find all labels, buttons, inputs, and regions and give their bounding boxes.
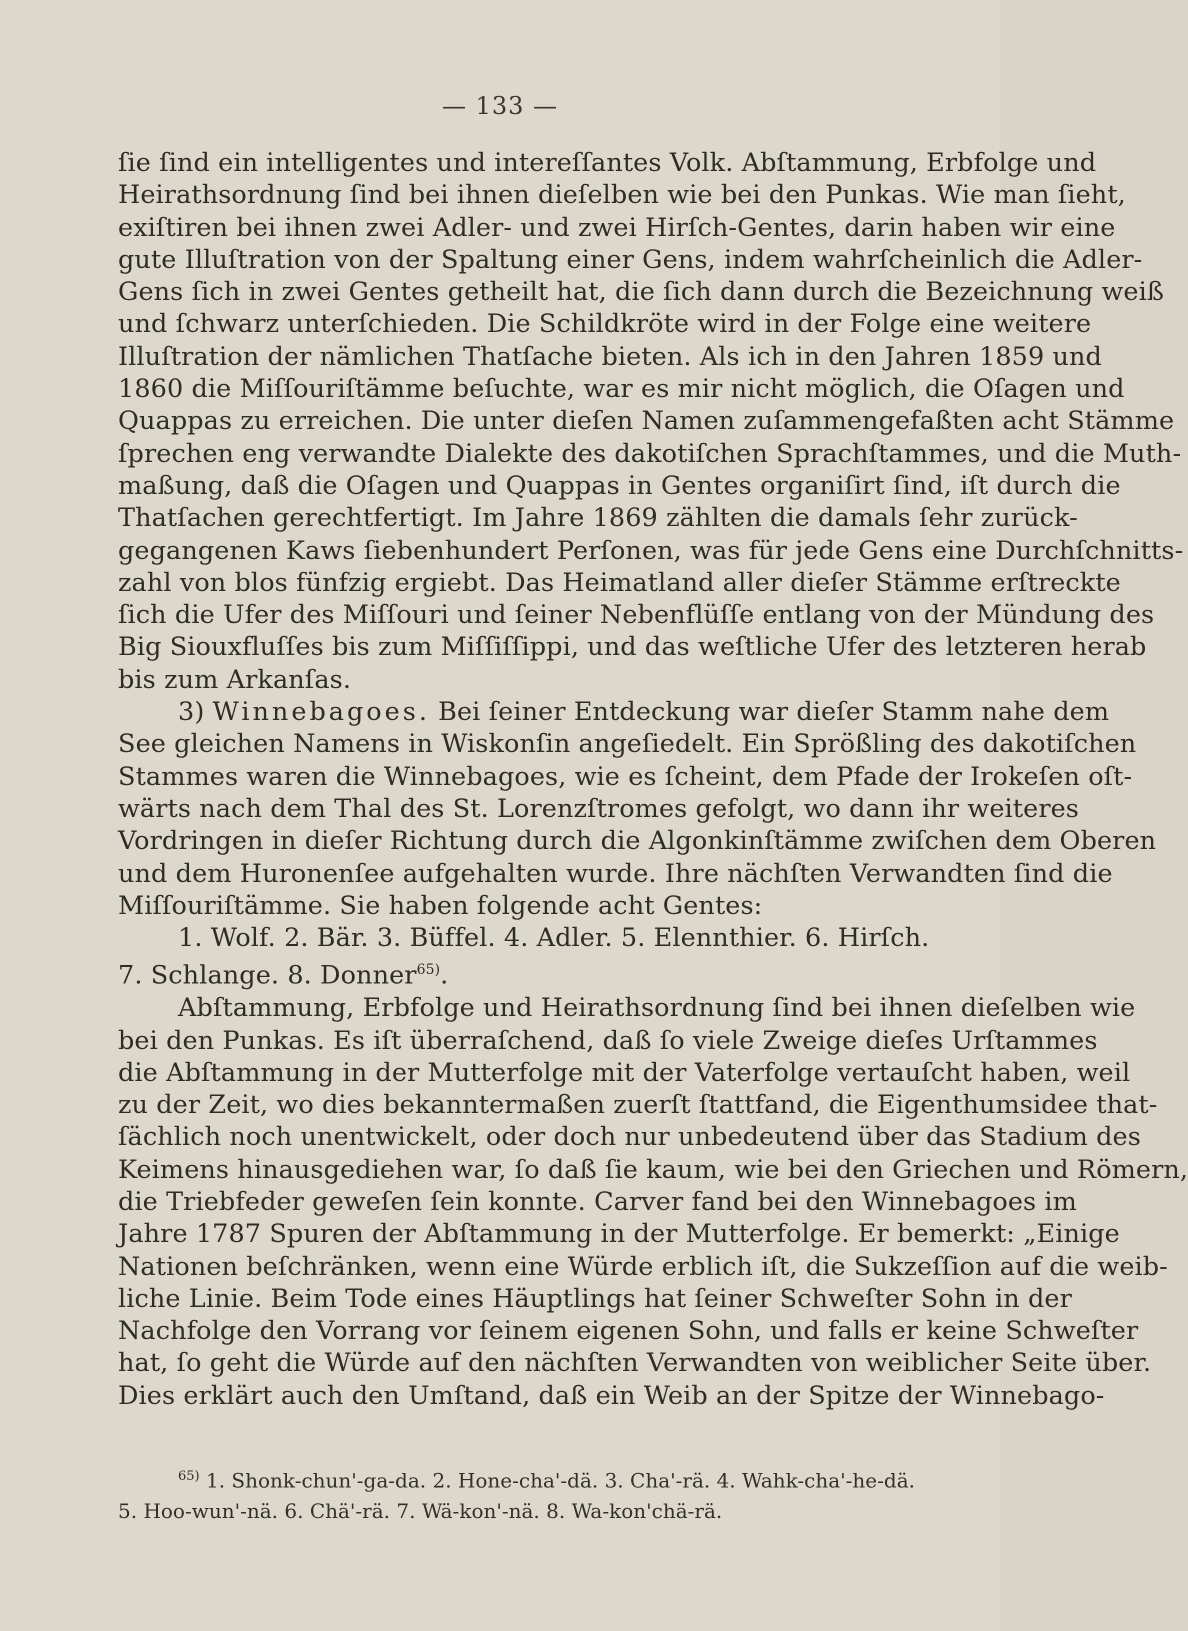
text-line: liche Linie. Beim Tode eines Häuptlings hat ſeiner Schweſter Sohn in der: [118, 1283, 1072, 1314]
paragraph-first-line: Abſtammung, Erbfolge und Heirathsordnung ſind bei ihnen dieſelben wie: [178, 993, 1136, 1024]
text-line: die Triebfeder geweſen ſein konnte. Carver fand bei den Winnebagoes im: [118, 1187, 1077, 1217]
text-line: Dies erklärt auch den Umſtand, daß ein Weib an der Spitze der Winnebago-: [118, 1380, 1105, 1411]
footnote-text: 1. Shonk-chun'-ga-da. 2. Hone-cha'-dä. 3. Cha'-rä. 4. Wahk-cha'-he-dä.: [205, 1468, 915, 1493]
text-line: bei den Punkas. Es iſt überraſchend, daß ſo viele Zweige dieſes Urſtammes: [118, 1025, 1098, 1056]
page-number: — 133 —: [441, 92, 559, 120]
text-line: exiſtiren bei ihnen zwei Adler- und zwei Hirſch-Gentes, darin haben wir eine: [118, 212, 1116, 243]
text-line: ſich die Ufer des Miſſouri und ſeiner Nebenflüſſe entlang von der Mündung des: [118, 600, 1155, 631]
text-line: bis zum Arkanſas.: [118, 664, 352, 695]
footnote-block: [118, 1462, 928, 1526]
text-line: Quappas zu erreichen. Die unter dieſen Namen zuſammengefaßten acht Stämme: [118, 406, 1175, 437]
text-line: 1860 die Miſſouriſtämme beſuchte, war es mir nicht möglich, die Oſagen und: [118, 374, 1125, 405]
main-text: [118, 147, 1188, 1412]
text-line: Miſſouriſtämme. Sie haben folgende acht Gentes:: [118, 890, 763, 921]
gentes-list-text: 7. Schlange. 8. Donner: [118, 960, 417, 991]
section-number: 3): [178, 697, 205, 728]
text-line: Jahre 1787 Spuren der Abſtammung in der Mutterfolge. Er bemerkt: „Einige: [118, 1219, 1120, 1250]
text-line: Nachfolge den Vorrang vor ſeinem eigenen Sohn, und falls er keine Schweſter: [118, 1316, 1139, 1347]
text-line: Keimens hinausgediehen war, ſo daß ſie kaum, wie bei den Griechen und Römern,: [118, 1154, 1188, 1185]
gentes-list-line: [118, 954, 928, 992]
text-line: zu der Zeit, wo dies bekanntermaßen zuerſt ſtattfand, die Eigenthumsidee that-: [118, 1090, 1158, 1121]
text-line: Gens ſich in zwei Gentes getheilt hat, die ſich dann durch die Bezeichnung weiß: [118, 277, 1165, 308]
text-line: Heirathsordnung ſind bei ihnen dieſelben wie bei den Punkas. Wie man ſieht,: [118, 180, 1126, 211]
footnote-line: 5. Hoo-wun'-nä. 6. Chä'-rä. 7. Wä-kon'-nä. 8. Wa-kon'chä-rä.: [118, 1498, 723, 1523]
text-line: und ſchwarz unterſchieden. Die Schildkröte wird in der Folge eine weitere: [118, 309, 1092, 340]
footnote-reference: 65): [416, 962, 441, 979]
footnote-marker: 65): [178, 1469, 200, 1484]
text-line: Illuſtration der nämlichen Thatſache bieten. Als ich in den Jahren 1859 und: [118, 341, 1102, 372]
section-heading: Winnebagoes.: [212, 697, 430, 728]
section-first-line: Bei ſeiner Entdeckung war dieſer Stamm nahe dem: [438, 697, 1110, 728]
text-line: ſächlich noch unentwickelt, oder doch nur unbedeutend über das Stadium des: [118, 1122, 1141, 1153]
text-line: ſie ſind ein intelligentes und intereſſantes Volk. Abſtammung, Erbfolge und: [118, 148, 1097, 178]
text-line: und dem Huronenſee aufgehalten wurde. Ihre nächſten Verwandten ſind die: [118, 858, 1113, 889]
gentes-list-end: .: [440, 960, 449, 991]
text-line: gegangenen Kaws ſiebenhundert Perſonen, was für jede Gens eine Durchſchnitts-: [118, 535, 1184, 566]
text-line: hat, ſo geht die Würde auf den nächſten Verwandten von weiblicher Seite über.: [118, 1348, 1152, 1379]
text-line: gute Illuſtration von der Spaltung einer Gens, indem wahrſcheinlich die Adler-: [118, 244, 1143, 275]
text-line: Vordringen in dieſer Richtung durch die Algonkinſtämme zwiſchen dem Oberen: [118, 826, 1157, 857]
text-line: Nationen beſchränken, wenn eine Würde erblich iſt, die Sukzeſſion auf die weib-: [118, 1251, 1168, 1282]
text-line: Thatſachen gerechtfertigt. Im Jahre 1869 zählten die damals ſehr zurück-: [118, 503, 1078, 534]
text-line: Stammes waren die Winnebagoes, wie es ſcheint, dem Pfade der Irokeſen oſt-: [118, 761, 1133, 792]
text-line: zahl von blos fünfzig ergiebt. Das Heimatland aller dieſer Stämme erſtreckte: [118, 567, 1121, 598]
section-heading-line: [118, 696, 1110, 728]
footnote-line: [118, 1462, 928, 1496]
text-line: wärts nach dem Thal des St. Lorenzſtromes gefolgt, wo dann ihr weiteres: [118, 793, 1079, 824]
text-line: ſprechen eng verwandte Dialekte des dakotiſchen Sprachſtammes, und die Muth-: [118, 438, 1182, 469]
text-line: maßung, daß die Oſagen und Quappas in Gentes organiſirt ſind, iſt durch die: [118, 470, 1121, 501]
text-line: die Abſtammung in der Mutterfolge mit der Vaterfolge vertauſcht haben, weil: [118, 1057, 1131, 1088]
gentes-list-line: 1. Wolf. 2. Bär. 3. Büffel. 4. Adler. 5. Elennthier. 6. Hirſch.: [178, 923, 930, 954]
text-line: See gleichen Namens in Wiskonſin angeſiedelt. Ein Sprößling des dakotiſchen: [118, 729, 1137, 760]
text-line: Big Siouxfluſſes bis zum Miſſiſſippi, und das weſtliche Ufer des letzteren herab: [118, 632, 1147, 663]
